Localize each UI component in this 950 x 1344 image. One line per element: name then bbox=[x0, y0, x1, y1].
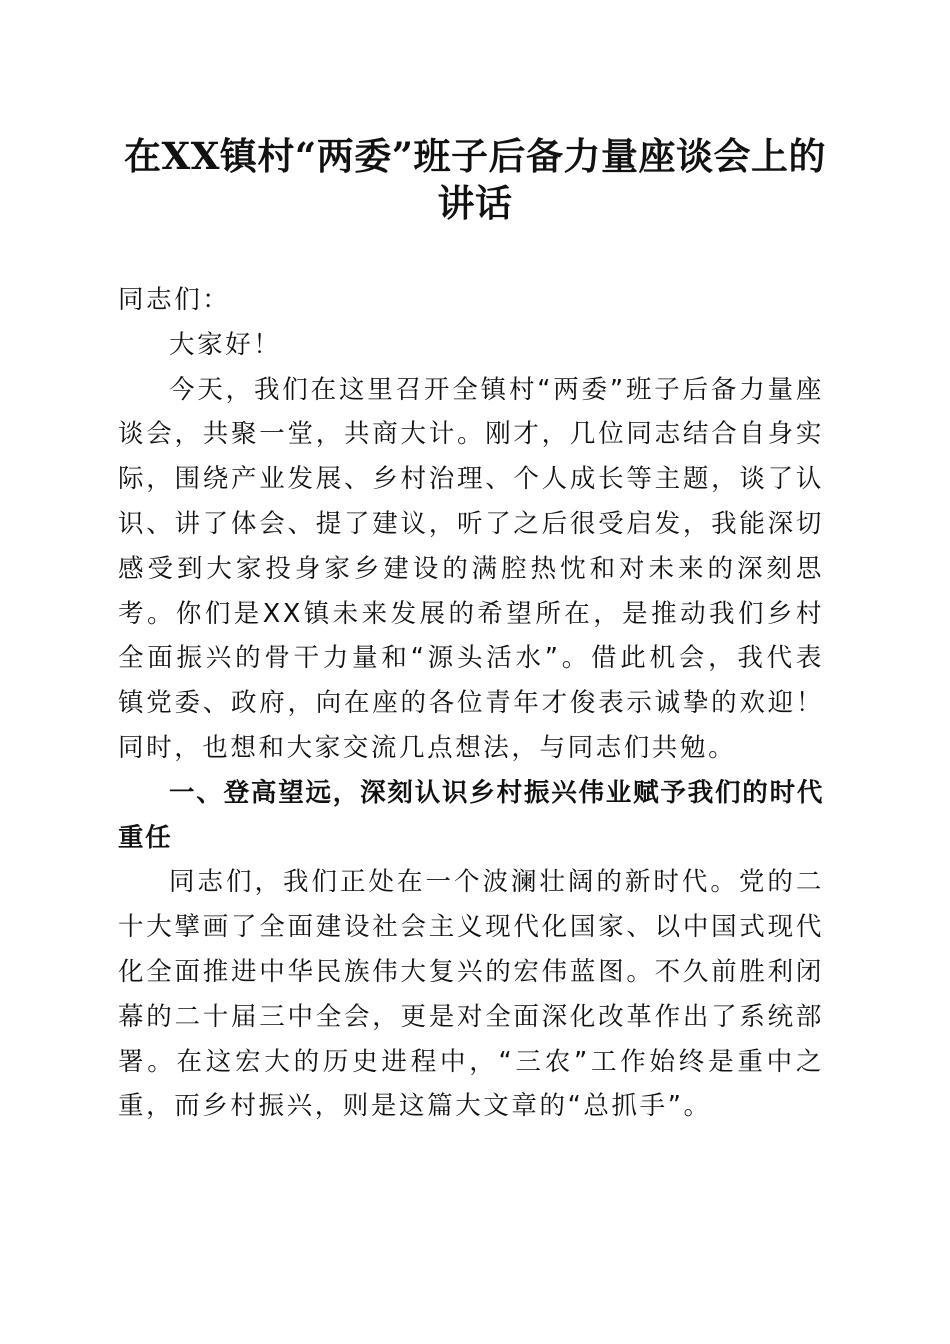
section-heading-1: 一、登高望远，深刻认识乡村振兴伟业赋予我们的时代重任 bbox=[118, 777, 824, 853]
title-line-1: 在XX镇村“两委”班子后备力量座谈会上的 bbox=[124, 134, 826, 178]
salutation: 同志们： bbox=[118, 285, 231, 315]
greeting: 大家好！ bbox=[169, 329, 282, 360]
paragraph-opening: 今天，我们在这里召开全镇村“两委”班子后备力量座谈会，共聚一堂，共商大计。刚才，几位同志结合自身实际，围绕产业发展、乡村治理、个人成长等主题，谈了认识、讲了体会、提了建议，听了之后很受启发，我能深切感受到大家投身家乡建设的满腔热忱和对未来的深刻思考。你们是XX镇未来发展的希望所在，是推动我们乡村全面振兴的骨干力量和“源头活水”。借此机会，我代表镇党委、政府，向在座的各位青年才俊表示诚挚的欢迎！同时，也想和大家交流几点想法，与同志们共勉。 bbox=[118, 374, 824, 763]
paragraph-section-1: 同志们，我们正处在一个波澜壮阔的新时代。党的二十大擘画了全面建设社会主义现代化国家、以中国式现代化全面推进中华民族伟大复兴的宏伟蓝图。不久前胜利闭幕的二十届三中全会，更是对全面深化改革作出了系统部署。在这宏大的历史进程中，“三农”工作始终是重中之重，而乡村振兴，则是这篇大文章的“总抓手”。 bbox=[118, 867, 824, 1122]
document-title bbox=[110, 133, 840, 227]
title-line-2: 讲话 bbox=[437, 181, 513, 225]
document-body bbox=[118, 278, 824, 1129]
